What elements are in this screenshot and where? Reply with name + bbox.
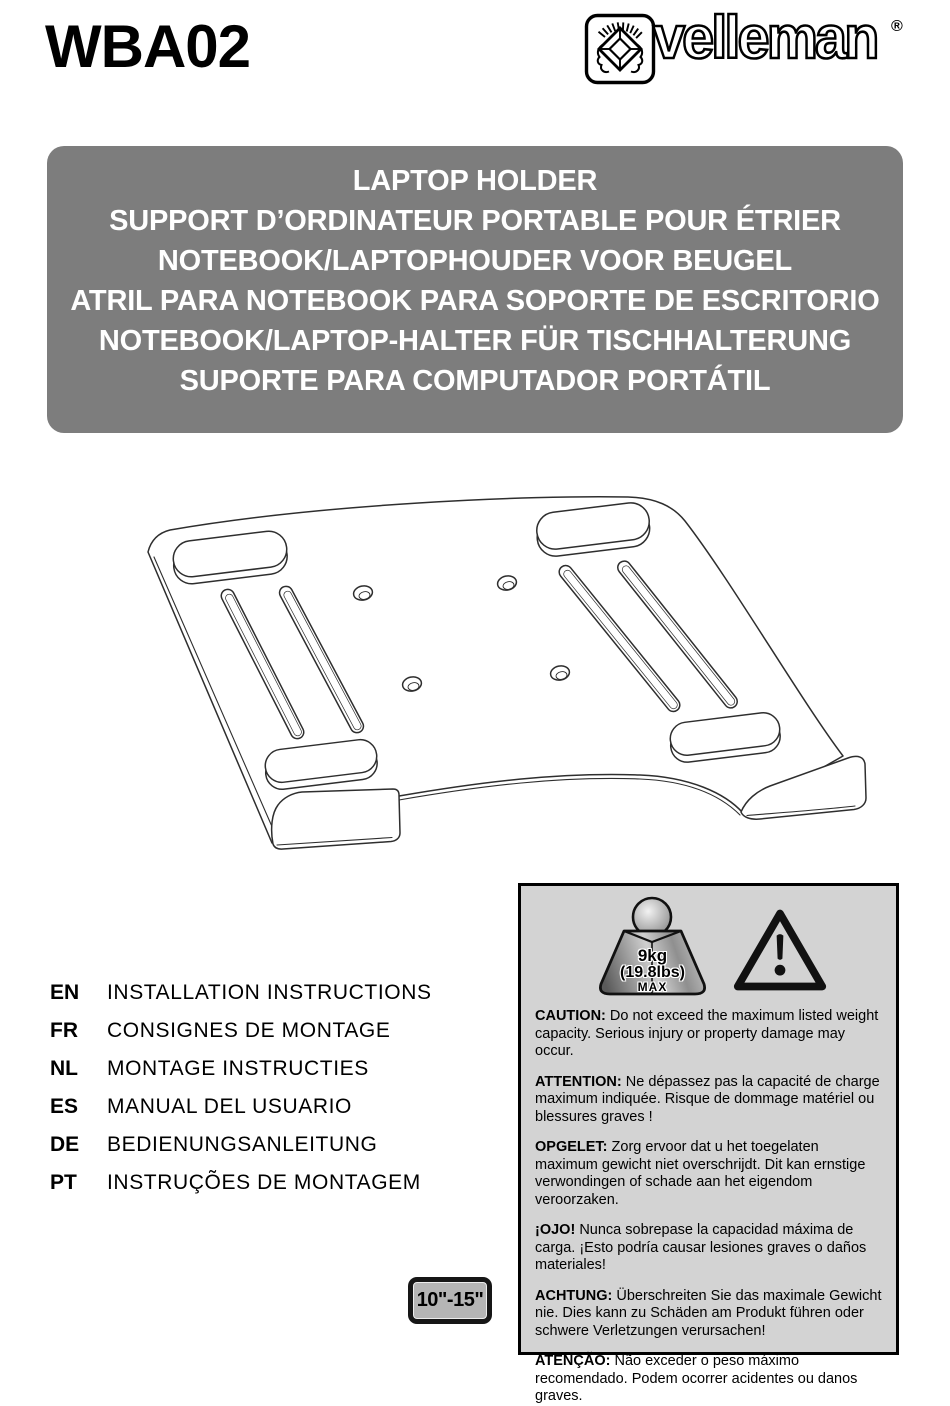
language-code: NL <box>50 1050 107 1088</box>
banner-title-line: SUPORTE PARA COMPUTADOR PORTÁTIL <box>47 361 903 401</box>
max-weight-icon <box>590 894 716 1002</box>
weight-lbs: (19.8lbs) <box>590 965 716 982</box>
language-document-title: MONTAGE INSTRUCTIES <box>107 1057 369 1080</box>
language-code: PT <box>50 1164 107 1202</box>
caution-text: Não exceder o peso máximo recomendado. Podem ocorrer acidentes ou danos graves. <box>535 1353 857 1404</box>
language-row <box>50 1164 432 1202</box>
language-code: EN <box>50 974 107 1012</box>
language-code: DE <box>50 1126 107 1164</box>
caution-language-label: ACHTUNG: <box>535 1288 612 1304</box>
caution-language-label: ¡OJO! <box>535 1222 575 1238</box>
language-document-title: INSTALLATION INSTRUCTIONS <box>107 981 432 1004</box>
caution-language-label: CAUTION: <box>535 1008 606 1024</box>
caution-text: Do not exceed the maximum listed weight capacity. Serious injury or property damage may occur. <box>535 1008 878 1059</box>
language-row <box>50 1088 432 1126</box>
language-list <box>50 974 432 1202</box>
caution-text: Überschreiten Sie das maximale Gewicht nie. Dies kann zu Schäden am Produkt führen oder schwere Verletzungen verursachen! <box>535 1288 882 1339</box>
banner-title-line: LAPTOP HOLDER <box>47 161 903 201</box>
caution-paragraph <box>535 1222 882 1275</box>
screen-size-badge <box>408 1277 492 1324</box>
caution-paragraphs <box>535 1008 882 1406</box>
caution-language-label: ATENÇÃO: <box>535 1353 610 1369</box>
banner-title-line: SUPPORT D’ORDINATEUR PORTABLE POUR ÉTRIER <box>47 201 903 241</box>
warning-triangle-icon <box>732 906 828 994</box>
max-weight-label <box>590 947 716 994</box>
front-lip-left <box>272 789 400 849</box>
caution-paragraph <box>535 1074 882 1127</box>
language-row <box>50 1012 432 1050</box>
caution-box <box>518 883 899 1355</box>
caution-icons-row <box>535 894 882 1002</box>
caution-language-label: OPGELET: <box>535 1139 608 1155</box>
product-code: WBA02 <box>45 12 250 81</box>
language-document-title: MANUAL DEL USUARIO <box>107 1095 352 1118</box>
caution-text: Nunca sobrepase la capacidad máxima de carga. ¡Esto podría causar lesiones graves o daños materiales! <box>535 1222 866 1273</box>
language-row <box>50 1050 432 1088</box>
language-document-title: BEDIENUNGSANLEITUNG <box>107 1133 377 1156</box>
caution-paragraph <box>535 1353 882 1406</box>
velleman-wordmark: velleman <box>653 8 877 68</box>
banner-title-line: NOTEBOOK/LAPTOPHOUDER VOOR BEUGEL <box>47 241 903 281</box>
caution-text: Ne dépassez pas la capacité de charge maximum indiquée. Risque de dommage matériel ou blessures graves ! <box>535 1074 880 1125</box>
registered-trademark-icon: ® <box>891 18 903 36</box>
velleman-logo-icon <box>584 13 656 85</box>
banner-title-line: ATRIL PARA NOTEBOOK PARA SOPORTE DE ESCRITORIO <box>47 281 903 321</box>
caution-paragraph <box>535 1008 882 1061</box>
language-code: FR <box>50 1012 107 1050</box>
screen-size-label: 10"-15" <box>413 1282 487 1319</box>
caution-language-label: ATTENTION: <box>535 1074 622 1090</box>
banner-title-line: NOTEBOOK/LAPTOP-HALTER FÜR TISCHHALTERUNG <box>47 321 903 361</box>
language-document-title: CONSIGNES DE MONTAGE <box>107 1019 390 1042</box>
language-row <box>50 1126 432 1164</box>
caution-text: Zorg ervoor dat u het toegelaten maximum gewicht niet overschrijdt. Dit kan ernstige verwondingen of schade aan het eigendom veroorzaken. <box>535 1139 865 1208</box>
language-code: ES <box>50 1088 107 1126</box>
title-banner <box>47 146 903 433</box>
caution-paragraph <box>535 1288 882 1341</box>
weight-kg: 9kg <box>590 947 716 965</box>
language-row <box>50 974 432 1012</box>
weight-max: MAX <box>590 981 716 993</box>
laptop-holder-drawing <box>130 480 870 880</box>
caution-paragraph <box>535 1139 882 1209</box>
language-document-title: INSTRUÇÕES DE MONTAGEM <box>107 1171 421 1194</box>
